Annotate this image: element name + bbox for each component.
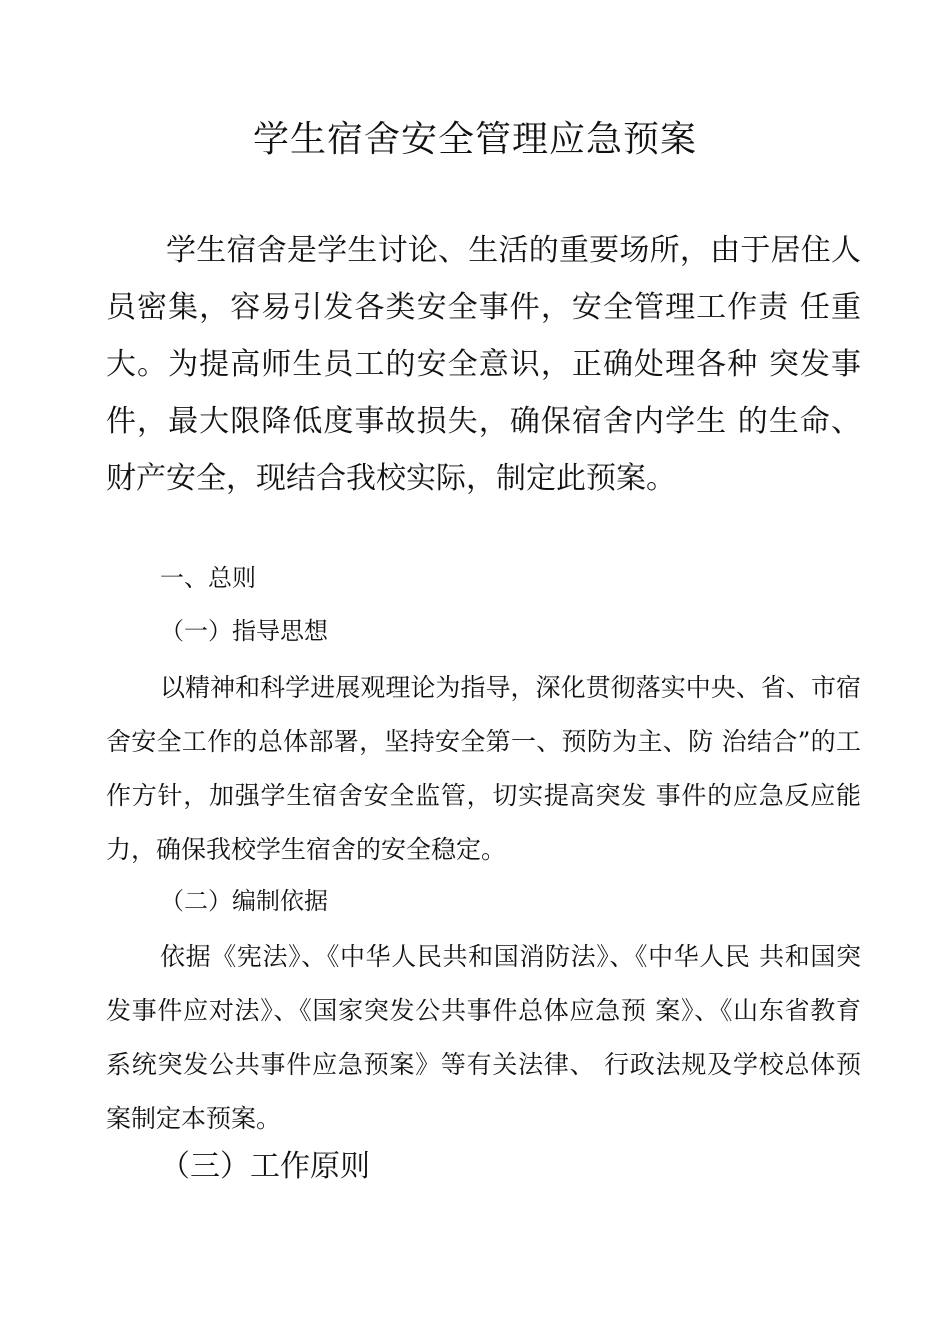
document-title: 学生宿舍安全管理应急预案 — [252, 119, 697, 160]
subsection-heading-basis: （二）编制依据 — [160, 887, 328, 915]
guiding-thought-paragraph: 以精神和科学进展观理论为指导，深化贯彻落实中央、省、市宿舍安全工作的总体部署，坚持安全第一、预防为主、防 治结合”的工作方针，加强学生宿舍安全监管，切实提高突发 事件的应急反应能力，确保我校学生宿舍的安全稳定。 — [106, 673, 861, 864]
section-heading-general: 一、总则 — [160, 564, 256, 592]
subsection-heading-guiding-thought: （一）指导思想 — [160, 617, 328, 645]
basis-paragraph: 依据《宪法》、《中华人民共和国消防法》、《中华人民 共和国突发事件应对法》、《国家突发公共事件总体应急预 案》、《山东省教育系统突发公共事件应急预案》等有关法律、 行政法规及学校总体预案制定本预案。 — [106, 942, 861, 1133]
subsection-heading-principles: （三）工作原则 — [160, 1149, 370, 1184]
intro-paragraph: 学生宿舍是学生讨论、生活的重要场所，由于居住人员密集，容易引发各类安全事件，安全管理工作责 任重大。为提高师生员工的安全意识，正确处理各种 突发事件，最大限降低度事故损失，确保宿舍内学生 的生命、财产安全，现结合我校实际，制定此预案。 — [106, 233, 861, 496]
